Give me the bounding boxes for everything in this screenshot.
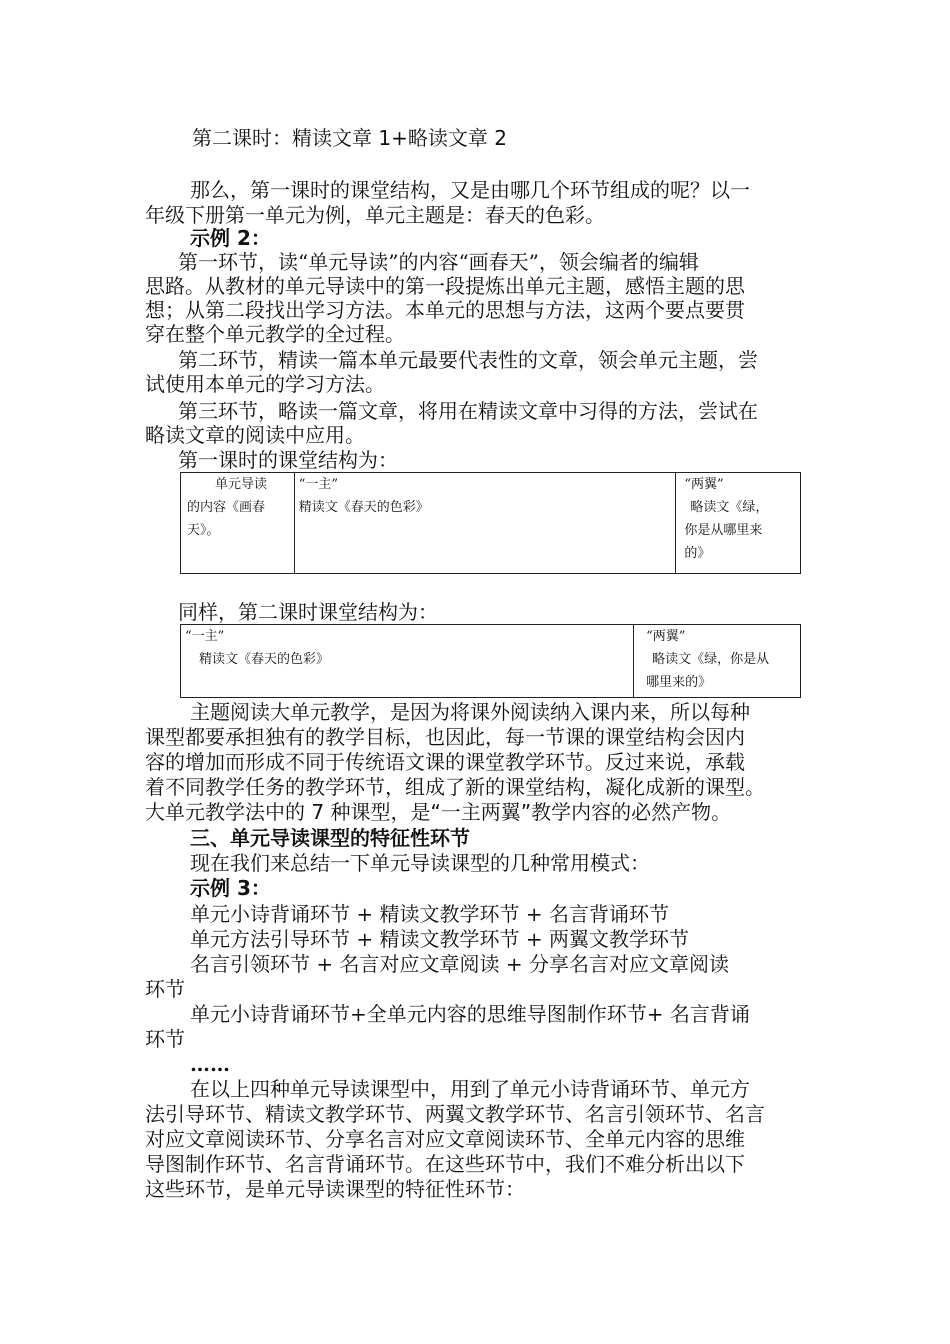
table1-cell-main: “一主” 精读文《春天的色彩》 <box>294 473 676 574</box>
summary-line: 大单元教学法中的 7 种课型，是“一主两翼”教学内容的必然产物。 <box>145 800 732 824</box>
summary-line: 着不同教学任务的教学环节，组成了新的课堂结构，凝化成新的课型。 <box>145 775 765 799</box>
example2-step2-line: 第二环节，精读一篇本单元最要代表性的文章，领会单元主题，尝 <box>178 348 758 372</box>
example3-label: 示例 3： <box>190 876 271 900</box>
example2-label: 示例 2： <box>190 226 271 250</box>
summary-line: 容的增加而形成不同于传统语文课的课堂教学环节。反过来说，承载 <box>145 750 745 774</box>
example2-step2-line: 试使用本单元的学习方法。 <box>145 372 385 396</box>
example2-step3-line: 略读文章的阅读中应用。 <box>145 423 365 447</box>
mode-line: 单元方法引导环节 + 精读文教学环节 + 两翼文教学环节 <box>190 927 689 951</box>
example2-step1-line: 第一环节，读“单元导读”的内容“画春天”，领会编者的编辑 <box>178 250 699 274</box>
example2-step3-line: 第三环节，略读一篇文章，将用在精读文章中习得的方法，尝试在 <box>178 399 758 423</box>
summary-line: 主题阅读大单元教学，是因为将课外阅读纳入课内来，所以每种 <box>190 700 750 724</box>
intro-line-1: 那么，第一课时的课堂结构，又是由哪几个环节组成的呢？以一 <box>190 178 750 202</box>
conclusion-line: 对应文章阅读环节、分享名言对应文章阅读环节、全单元内容的思维 <box>145 1127 745 1151</box>
conclusion-line: 在以上四种单元导读课型中，用到了单元小诗背诵环节、单元方 <box>190 1077 750 1101</box>
conclusion-line: 这些环节，是单元导读课型的特征性环节： <box>145 1177 525 1201</box>
mode-line: 名言引领环节 + 名言对应文章阅读 + 分享名言对应文章阅读 <box>190 952 729 976</box>
ellipsis: …… <box>190 1052 230 1076</box>
lesson1-structure-table <box>180 472 801 574</box>
example2-step1-line: 穿在整个单元教学的全过程。 <box>145 322 405 346</box>
conclusion-line: 法引导环节、精读文教学环节、两翼文教学环节、名言引领环节、名言 <box>145 1102 765 1126</box>
intro-line-2: 年级下册第一单元为例，单元主题是：春天的色彩。 <box>145 203 605 227</box>
conclusion-line: 导图制作环节、名言背诵环节。在这些环节中，我们不难分析出以下 <box>145 1152 745 1176</box>
lesson2-structure-table <box>180 624 801 698</box>
mode-line: 环节 <box>145 1027 185 1051</box>
table2-cell-wings: “两翼” 略读文《绿，你是从 哪里来的》 <box>634 625 801 698</box>
example2-step1-line: 思路。从教材的单元导读中的第一段提炼出单元主题，感悟主题的思 <box>145 274 745 298</box>
table1-cell-wings: “两翼” 略读文《绿， 你是从哪里来 的》 <box>676 473 801 574</box>
mode-line: 环节 <box>145 977 185 1001</box>
summary-line: 课型都要承担独有的教学目标，也因此，每一节课的课堂结构会因内 <box>145 725 745 749</box>
section3-intro: 现在我们来总结一下单元导读课型的几种常用模式： <box>190 851 650 875</box>
table1-cell-unit-guide: 单元导读 的内容《画春 天》。 <box>181 473 295 574</box>
table2-cell-main: “一主” 精读文《春天的色彩》 <box>181 625 634 698</box>
structure1-label: 第一课时的课堂结构为： <box>178 448 398 472</box>
mode-line: 单元小诗背诵环节+全单元内容的思维导图制作环节+ 名言背诵 <box>190 1002 750 1026</box>
example2-step1-line: 想；从第二段找出学习方法。本单元的思想与方法，这两个要点要贯 <box>145 298 745 322</box>
section3-heading: 三、单元导读课型的特征性环节 <box>190 826 470 850</box>
lesson2-heading: 第二课时：精读文章 1+略读文章 2 <box>192 126 507 150</box>
mode-line: 单元小诗背诵环节 + 精读文教学环节 + 名言背诵环节 <box>190 902 669 926</box>
structure2-label: 同样，第二课时课堂结构为： <box>178 600 438 624</box>
